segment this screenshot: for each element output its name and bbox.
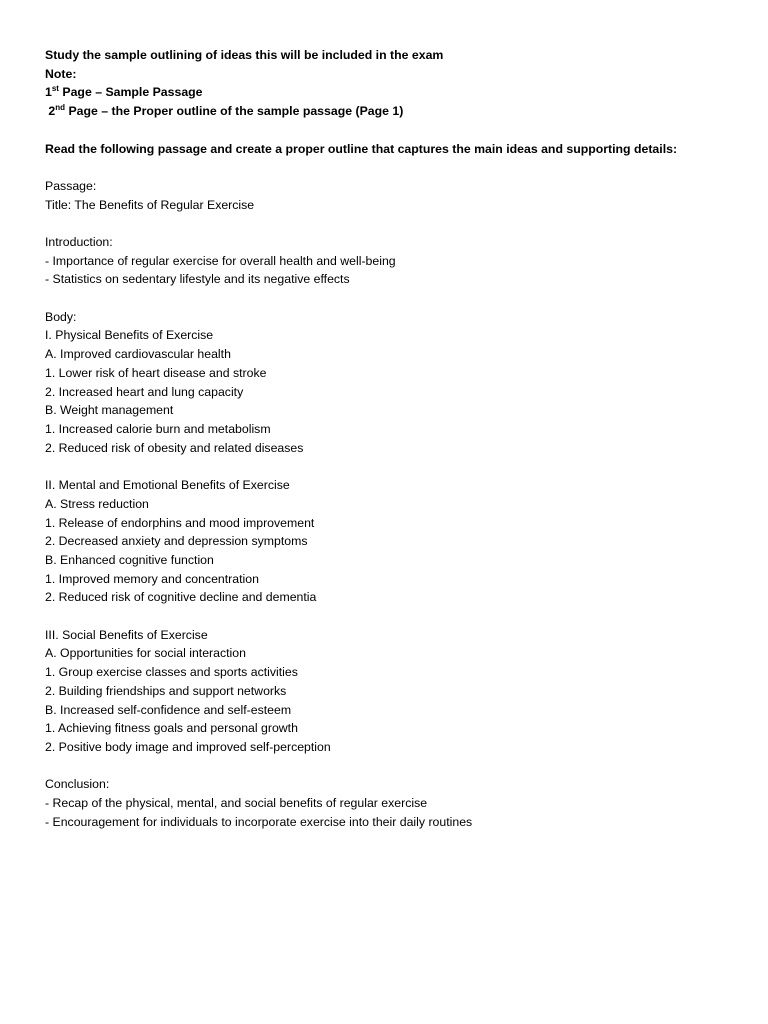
spacer: [45, 121, 735, 140]
outline-item: A. Improved cardiovascular health: [45, 347, 231, 362]
exam-note-heading: Study the sample outlining of ideas this will be included in the exam: [45, 48, 444, 62]
outline-item: 2. Building friendships and support networks: [45, 683, 287, 698]
section-heading: II. Mental and Emotional Benefits of Exercise: [45, 478, 290, 493]
outline-item: 1. Achieving fitness goals and personal growth: [45, 721, 298, 736]
spacer: [45, 607, 735, 626]
instruction-text: Read the following passage and create a proper outline that captures the main ideas and supporting details:: [45, 141, 678, 156]
outline-item: 1. Release of endorphins and mood improvement: [45, 515, 315, 530]
page1-note: [45, 83, 735, 102]
outline-item: 2. Reduced risk of cognitive decline and dementia: [45, 590, 317, 605]
outline-item: A. Stress reduction: [45, 496, 149, 511]
section-heading: III. Social Benefits of Exercise: [45, 627, 208, 642]
outline-item: 1. Increased calorie burn and metabolism: [45, 422, 271, 436]
page2-ordinal: nd: [55, 103, 66, 113]
outline-item: 2. Increased heart and lung capacity: [45, 384, 244, 399]
page1-text: Page – Sample Passage: [58, 85, 203, 100]
outline-item: 1. Group exercise classes and sports activities: [45, 665, 298, 680]
spacer: [45, 158, 735, 177]
conclusion-label: Conclusion:: [45, 777, 110, 792]
page1-ordinal: st: [51, 84, 59, 94]
introduction-item: - Importance of regular exercise for overall health and well-being: [45, 253, 396, 268]
passage-title: Title: The Benefits of Regular Exercise: [45, 197, 255, 212]
section-heading: I. Physical Benefits of Exercise: [45, 328, 214, 343]
introduction-item: - Statistics on sedentary lifestyle and its negative effects: [45, 272, 350, 287]
note-label: Note:: [45, 66, 77, 81]
outline-item: B. Enhanced cognitive function: [45, 552, 214, 567]
outline-item: 2. Reduced risk of obesity and related diseases: [45, 440, 304, 455]
conclusion-item: - Encouragement for individuals to incorporate exercise into their daily routines: [45, 814, 473, 829]
spacer: [45, 289, 735, 308]
outline-item: B. Increased self-confidence and self-esteem: [45, 702, 292, 717]
outline-item: 1. Lower risk of heart disease and stroke: [45, 365, 267, 380]
spacer: [45, 214, 735, 233]
page1-number: 1: [45, 85, 52, 100]
body-label: Body:: [45, 309, 77, 324]
outline-item: B. Weight management: [45, 403, 174, 418]
introduction-label: Introduction:: [45, 234, 113, 249]
spacer: [45, 457, 735, 476]
page2-note: [45, 102, 735, 121]
conclusion-item: - Recap of the physical, mental, and social benefits of regular exercise: [45, 796, 428, 811]
outline-item: 1. Improved memory and concentration: [45, 571, 259, 586]
document-content: [45, 46, 735, 831]
outline-item: A. Opportunities for social interaction: [45, 646, 246, 661]
spacer: [45, 757, 735, 776]
page2-text: Page – the Proper outline of the sample passage (Page 1): [65, 104, 404, 119]
outline-item: 2. Decreased anxiety and depression symptoms: [45, 534, 308, 549]
passage-label: Passage:: [45, 178, 97, 193]
page2-number: 2: [48, 104, 56, 119]
outline-item: 2. Positive body image and improved self-perception: [45, 739, 331, 754]
